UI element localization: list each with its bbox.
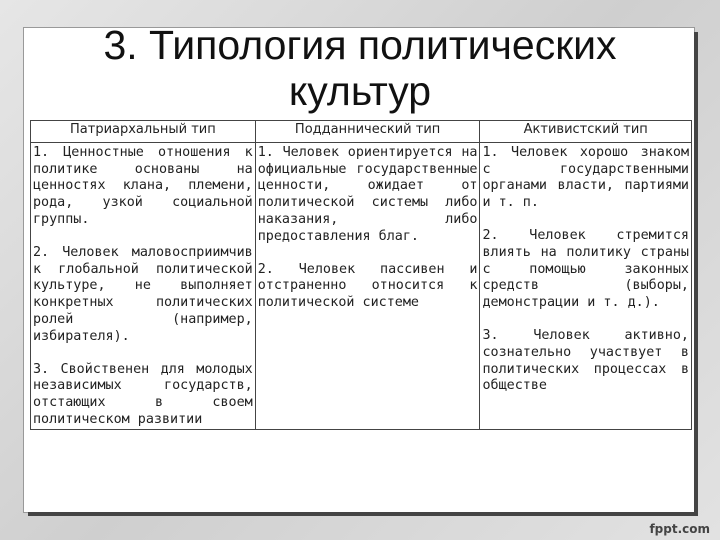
typology-table-container (30, 120, 692, 510)
cell-activist (480, 142, 692, 429)
table-header-row (31, 121, 692, 143)
subject-point-1: 1. Человек ориентируется на официальные государственные ценности, ожидает от политической системы либо наказания, либо предоставления благ. (257, 144, 478, 244)
activist-point-1: 1. Человек хорошо знаком с государственными органами власти, партиями и т. п. (482, 144, 689, 211)
cell-patriarchal (31, 142, 256, 429)
subject-point-2: 2. Человек пассивен и отстраненно относится к политической системе (257, 261, 478, 311)
fppt-logo: fppt.com (649, 522, 710, 536)
header-activist: Активистский тип (480, 121, 692, 143)
header-subject: Подданнический тип (255, 121, 480, 143)
title-line-2: культур (288, 68, 432, 114)
title-line-1: 3. Типология политических (103, 22, 617, 68)
patriarchal-point-3: 3. Свойственен для молодых независимых государств, отстающих в своем политическом развитии (33, 361, 253, 427)
table-row (31, 142, 692, 429)
activist-point-3: 3. Человек активно, сознательно участвует в политических процессах в обществе (482, 327, 689, 394)
activist-point-2: 2. Человек стремится влиять на политику страны с помощью законных средств (выборы, демонстрации и т. д.). (482, 227, 689, 311)
patriarchal-point-2: 2. Человек маловосприимчив к глобальной политической культуре, не выполняет конкретных политических ролей (например, избирателя). (33, 244, 253, 344)
patriarchal-point-1: 1. Ценностные отношения к политике основаны на ценностях клана, племени, рода, узкой социальной группы. (33, 144, 253, 227)
slide-title (0, 22, 720, 114)
typology-table (30, 120, 692, 430)
header-patriarchal: Патриархальный тип (31, 121, 256, 143)
cell-subject (255, 142, 480, 429)
